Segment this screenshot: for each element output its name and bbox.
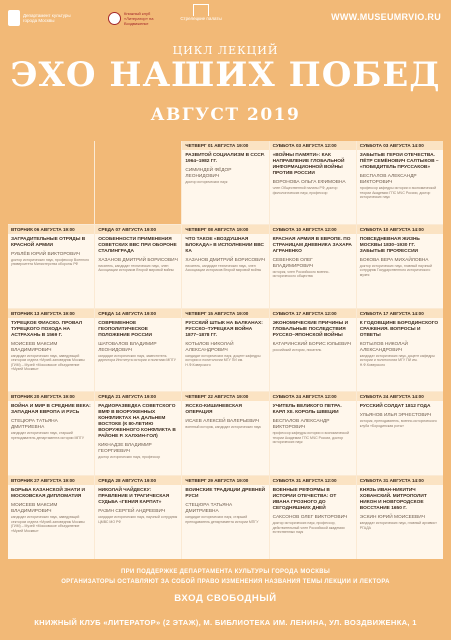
coat-of-arms-icon <box>8 10 20 26</box>
lecture-date: ВТОРНИК 27 АВГУСТА 19:00 <box>8 476 94 485</box>
lecture-title: ЯССКО-КИШИНЕВСКАЯ ОПЕРАЦИЯ <box>185 404 242 416</box>
speaker-description: историк, преподаватель, военно-исторического клуба «Бородинская роты» <box>359 419 437 428</box>
lecture-title: БОРЬБА КАЗАНСКОЙ ЗНАТИ И МОСКОВСКАЯ ДИПЛОМАТИЯ <box>11 488 85 500</box>
lecture-speaker: БОКОВА ВЕРА МИХАЙЛОВНА <box>359 257 429 263</box>
lecture-speaker: РУБЛЁВ ЮРИЙ ВИКТОРОВИЧ <box>11 251 81 257</box>
website-link[interactable]: WWW.MUSEUMRVIO.RU <box>331 12 441 22</box>
lecture-title: НИКОЛАЙ ЧАЙДЕСКУ: ПРАВЛЕНИЕ И ТРАГИЧЕСКАЯ СУДЬБА «ГЕНИЯ КАРПАТ» <box>98 488 170 506</box>
lecture-date: СУББОТА 17 АВГУСТА 14:00 <box>357 309 443 318</box>
lecture-cell <box>95 309 181 392</box>
footer-notes <box>0 567 451 587</box>
lecture-date: СУББОТА 24 АВГУСТА 12:00 <box>270 392 356 401</box>
speaker-description: писатель, кандидат технических наук, член Ассоциации историков Второй мировой войны <box>185 263 262 273</box>
speaker-description: кандидат исторических наук, главный архивист РГАДА <box>359 521 437 530</box>
lecture-cell <box>357 476 443 559</box>
lecture-date: СУББОТА 03 АВГУСТА 14:00 <box>357 141 443 150</box>
lecture-date: СУББОТА 31 АВГУСТА 14:00 <box>357 476 443 485</box>
lecture-cell <box>357 141 443 224</box>
lecture-date: ВТОРНИК 13 АВГУСТА 19:00 <box>8 309 94 318</box>
department-logo <box>8 7 78 29</box>
speaker-description: военный историк, кандидат исторических наук <box>185 425 261 430</box>
lecture-cell <box>270 141 356 224</box>
lecture-date: СУББОТА 03 АВГУСТА 12:00 <box>270 141 356 150</box>
lecture-cell <box>95 225 181 308</box>
lecture-speaker: ХАЗАНОВ ДМИТРИЙ БОРИСОВИЧ <box>185 257 266 263</box>
department-logo-text: Департамент культуры города Москвы <box>23 12 71 23</box>
lecture-speaker: КАТАРИНСКИЙ БОРИС ЮЛЬЕВИЧ <box>272 341 352 347</box>
speaker-description: кандидат исторических наук, заведующий сектором отдела «Музей-заповедник Москвы (ГИМ) – Музей «Московское объединение «Музей Москвы» <box>11 515 85 533</box>
speaker-description: член Общественной палаты РФ, доктор филологических наук, профессор <box>272 186 338 195</box>
lecture-cell <box>95 392 181 475</box>
lecture-date: СУББОТА 31 АВГУСТА 12:00 <box>270 476 356 485</box>
series-title: ЭХО НАШИХ ПОБЕД <box>10 55 441 95</box>
lecture-date: СУББОТА 24 АВГУСТА 14:00 <box>357 392 443 401</box>
speaker-description: кандидат исторических наук, заместитель директора Института истории и политики МПГУ <box>98 353 176 363</box>
lecture-date: ВТОРНИК 06 АВГУСТА 19:00 <box>8 225 94 234</box>
lecture-title: РАДИОРАЗВЕДКА СОВЕТСКОГО ВМФ В ВООРУЖЕННЫХ КОНФЛИКТАХ НА ДАЛЬНЕМ ВОСТОКЕ (К 80-ЛЕТИЮ ВООРУЖЕННОГО КОНФЛИКТА В РАЙОНЕ Р. ХАЛХИН-ГОЛ) <box>98 404 176 440</box>
lecture-speaker: РАЗИН СЕРГЕЙ АНДРЕЕВИЧ <box>98 509 166 515</box>
support-note: ПРИ ПОДДЕРЖКЕ ДЕПАРТАМЕНТА КУЛЬТУРЫ ГОРОДА МОСКВЫ <box>120 569 331 575</box>
rights-note: ОРГАНИЗАТОРЫ ОСТАВЛЯЮТ ЗА СОБОЙ ПРАВО ИЗМЕНЕНИЯ НАЗВАНИЯ ТЕМЫ ЛЕКЦИИ И ЛЕКТОРА <box>61 579 390 585</box>
lecture-speaker: БЕСПАЛОВ АЛЕКСАНДР ВИКТОРОВИЧ <box>272 419 330 431</box>
free-entry: ВХОД СВОБОДНЫЙ <box>174 593 277 604</box>
lecture-speaker: УЛЬЯНОВ ИЛЬЯ ЭРНЕСТОВИЧ <box>359 413 432 419</box>
lecture-cell <box>182 476 268 559</box>
series-month: АВГУСТ 2019 <box>150 105 301 125</box>
lecture-title: СОВРЕМЕННОЕ ГЕОПОЛИТИЧЕСКОЕ ПОЛОЖЕНИЕ РОССИИ <box>98 320 152 338</box>
lecture-speaker: КОТЫЛОВ НИКОЛАЙ АЛЕКСАНДРОВИЧ <box>185 341 234 353</box>
lecture-cell <box>270 309 356 392</box>
lecture-date: СУББОТА 10 АВГУСТА 14:00 <box>357 225 443 234</box>
lecture-speaker: СТЕЦЮРА ТАТЬЯНА ДМИТРИЕВНА <box>185 503 233 515</box>
speaker-description: историк, член Российского военно-исторического общества <box>272 269 330 279</box>
empty-cell <box>95 141 181 224</box>
lecture-speaker: МОИСЕЕВ МАКСИМ ВЛАДИМИРОВИЧ <box>11 341 58 353</box>
lecture-cell <box>8 309 94 392</box>
lecture-speaker: САКСОНОВ ОЛЕГ ВИКТОРОВИЧ <box>272 515 348 521</box>
lecture-speaker: МОИСЕЕВ МАКСИМ ВЛАДИМИРОВИЧ <box>11 503 58 515</box>
lecture-speaker: ХАЗАНОВ ДМИТРИЙ БОРИСОВИЧ <box>98 257 178 263</box>
speaker-description: писатель, кандидат технических наук, член Ассоциации историков Второй мировой войны <box>98 263 174 273</box>
speaker-description: кандидат исторических наук, доцент кафедры истории и политологии МГУ ПИ им. Н.Ф.Коверского <box>185 353 261 367</box>
lecture-speaker: КОТЫЛОВ НИКОЛАЙ АЛЕКСАНДРОВИЧ <box>359 341 408 353</box>
lecture-title: КНЯЗЬ ИВАН-НИКИТИЧ ХОВАНСКИЙ. МИТРОПОЛИТ НИКОН И НОВГОРОДСКОЕ ВОССТАНИЕ 1650 Г. <box>359 488 427 512</box>
lecture-speaker: ШАТОВАЛОВ ВЛАДИМИР ЛЕОНИДОВИЧ <box>98 341 157 353</box>
lecture-cell <box>95 476 181 559</box>
lecture-title: ВОЕННЫЕ РЕФОРМЫ В ИСТОРИИ ОТЕЧЕСТВА: ОТ ИВАНА ГРОЗНОГО ДО СЕГОДНЯШНИХ ДНЕЙ <box>272 488 337 512</box>
speaker-description: кандидат исторических наук, старший преподаватель департамента истории МПГУ <box>11 431 85 440</box>
lecture-date: ЧЕТВЕРГ 29 АВГУСТА 19:00 <box>182 476 268 485</box>
lecture-date: СУББОТА 10 АВГУСТА 12:00 <box>270 225 356 234</box>
lecture-cell <box>182 392 268 475</box>
speaker-description: кандидат исторических наук, доцент кафедры истории и политологии МГУ ПИ им. Н.Ф.Коверского <box>359 353 435 367</box>
lecture-cell <box>182 225 268 308</box>
club-logo-text: Книжный клуб «Литератор» на Воздвиженке <box>124 10 154 26</box>
club-logo <box>108 6 170 30</box>
lecture-cell <box>8 392 94 475</box>
speaker-description: доктор исторических наук, главный научный сотрудник Государственного исторического музея <box>359 263 432 277</box>
lecture-speaker: ИСАЕВ АЛЕКСЕЙ ВАЛЕРЬЕВИЧ <box>185 419 260 425</box>
lecture-speaker: СТЕЦЮРА ТАТЬЯНА ДМИТРИЕВНА <box>11 419 58 431</box>
lecture-title: ЭКОНОМИЧЕСКИЕ ПРИЧИНЫ И ГЛОБАЛЬНЫЕ ПОСЛЕДСТВИЯ РУССКО–ЯПОНСКОЙ ВОЙНЫ <box>272 320 349 338</box>
speaker-description: кандидат исторических наук, научный сотрудник ЦМВС МО РФ <box>98 515 178 524</box>
lecture-date: ВТОРНИК 20 АВГУСТА 19:00 <box>8 392 94 401</box>
lecture-title: РУССКИЙ СОЛДАТ 1812 ГОДА <box>359 404 431 410</box>
speaker-description: доктор исторических наук, профессор <box>98 455 161 460</box>
speaker-description: кандидат исторических наук, старший преподаватель департамента истории МПГУ <box>185 515 259 524</box>
lecture-speaker: КИКНАДЗЕ ВЛАДИМИР ГЕОРГИЕВИЧ <box>98 443 152 455</box>
lecture-cell <box>182 141 268 224</box>
lecture-speaker: БЕСПАЛОВ АЛЕКСАНДР ВИКТОРОВИЧ <box>359 174 417 185</box>
building-icon <box>193 4 209 16</box>
lecture-date: ЧЕТВЕРГ 01 АВГУСТА 19:00 <box>182 141 268 150</box>
lecture-title: ЗАГРАДИТЕЛЬНЫЕ ОТРЯДЫ В КРАСНОЙ АРМИИ <box>11 236 86 248</box>
lecture-speaker: ЭСКИН ЮРИЙ МОИСЕЕВИЧ <box>359 515 425 521</box>
speaker-description: российский историк, писатель <box>272 347 322 352</box>
empty-cell <box>8 141 94 224</box>
lecture-title: «ВОЙНЫ ПАМЯТИ»: КАК НАПРАВЛЕНИЕ ГЛОБАЛЬНОЙ ИНФОРМАЦИОННОЙ ВОЙНЫ ПРОТИВ РОССИИ <box>272 153 345 176</box>
streltsy-logo-text: Стрелецкие палаты <box>180 16 222 21</box>
schedule-grid <box>8 141 443 559</box>
series-label: ЦИКЛ ЛЕКЦИЙ <box>172 44 279 57</box>
speaker-description: доктор исторических наук <box>185 180 228 184</box>
lecture-cell <box>270 476 356 559</box>
lecture-title: К ГОДОВЩИНЕ БОРОДИНСКОГО СРАЖЕНИЯ. ВОПРОСЫ И ОТВЕТЫ <box>359 320 439 338</box>
lecture-speaker: СИМИНДЕЙ ФЁДОР ЛЕОНИДОВИЧ <box>185 168 232 179</box>
header <box>0 0 451 36</box>
lecture-cell <box>357 392 443 475</box>
speaker-description: профессор кафедры истории и экономической теории Академии ГПС МЧС России, доктор исторических наук <box>359 186 437 199</box>
lecture-date: СУББОТА 17 АВГУСТА 12:00 <box>270 309 356 318</box>
lecture-cell <box>270 392 356 475</box>
lecture-title: ПОВСЕДНЕВНАЯ ЖИЗНЬ МОСКВЫ 1830–1930 ГГ. ЗАБЫТЫЕ ПРОФЕССИИ <box>359 236 420 254</box>
lecture-title: ОСОБЕННОСТИ ПРИМЕНЕНИЯ СОВЕТСКИХ ВВС ПРИ ОБОРОНЕ СТАЛИНГРАДА <box>98 236 177 254</box>
lecture-date: СРЕДА 28 АВГУСТА 19:00 <box>95 476 181 485</box>
lecture-title: РУССКИЙ ШТЫК НА БАЛКАНАХ: РУССКО–ТУРЕЦКАЯ ВОЙНА 1877–1878 ГГ. <box>185 320 263 338</box>
lecture-cell <box>8 476 94 559</box>
lecture-title: ВОЙНА И МИР В СРЕДНИЕ ВЕКА: ЗАПАДНАЯ ЕВРОПА И РУСЬ <box>11 404 91 416</box>
lecture-date: ЧЕТВЕРГ 15 АВГУСТА 19:00 <box>182 309 268 318</box>
lecture-cell <box>8 225 94 308</box>
lecture-date: СРЕДА 14 АВГУСТА 19:00 <box>95 309 181 318</box>
venue-address: КНИЖНЫЙ КЛУБ «ЛИТЕРАТОР» (2 ЭТАЖ), М. БИБЛИОТЕКА ИМ. ЛЕНИНА, УЛ. ВОЗДВИЖЕНКА, 1 <box>34 618 417 627</box>
lecture-speaker: ВОРОНОВА ОЛЬГА ЕФИМОВНА <box>272 180 346 185</box>
lecture-date: ЧЕТВЕРГ 22 АВГУСТА 19:00 <box>182 392 268 401</box>
lecture-date: ЧЕТВЕРГ 08 АВГУСТА 19:00 <box>182 225 268 234</box>
streltsy-logo <box>179 4 223 32</box>
lecture-cell <box>182 309 268 392</box>
speaker-description: доктор исторических наук, профессор Военного университета Министерства обороны РФ <box>11 257 90 267</box>
lecture-title: РАЗВИТОЙ СОЦИАЛИЗМ В СССР. 1964–1982 ГГ. <box>185 153 265 164</box>
lecture-cell <box>270 225 356 308</box>
lecture-speaker: СЕВЕНКОВ ОЛЕГ ВЛАДИМИРОВИЧ <box>272 257 314 269</box>
club-emblem-icon <box>108 12 121 25</box>
lecture-title: ВОИНСКИЕ ТРАДИЦИИ ДРЕВНЕЙ РУСИ <box>185 488 266 500</box>
lecture-title: ТУРЕЦКОЕ ФИАСКО. ПРОВАЛ ТУРЕЦКОГО ПОХОДА НА АСТРАХАНЬ В 1569 Г. <box>11 320 83 338</box>
lecture-cell <box>357 225 443 308</box>
lecture-title: ЧТО ТАКОЕ «ВОЗДУШНАЯ БЛОКАДА» В ИСПОЛНЕНИИ ВВС КА <box>185 236 264 254</box>
lecture-title: ЗАБЫТЫЕ ГЕРОИ ОТЕЧЕСТВА. ПЁТР СЕМЁНОВИЧ САЛТЫКОВ – «ПОБЕДИТЕЛЬ ПРУССАКОВ» <box>359 153 439 170</box>
lecture-date: СРЕДА 21 АВГУСТА 19:00 <box>95 392 181 401</box>
lecture-date: СРЕДА 07 АВГУСТА 19:00 <box>95 225 181 234</box>
lecture-title: УЧИТЕЛЬ ВЕЛИКОГО ПЕТРА. КАРЛ XII. КОРОЛЬ ШВЕЦИИ <box>272 404 342 416</box>
lecture-cell <box>357 309 443 392</box>
lecture-title: КРАСНАЯ АРМИЯ В ЕВРОПЕ. ПО СТРАНИЦАМ ДНЕВНИКА ЗАХАРА АГРАНЕНКО <box>272 236 352 254</box>
speaker-description: кандидат исторических наук, заведующий сектором отдела «Музей-заповедник Москвы (ГИМ) – Музей «Московское объединение «Музей Москвы» <box>11 353 85 372</box>
speaker-description: доктор исторических наук, профессор, действительный член Российской академии естественных наук <box>272 521 345 535</box>
speaker-description: профессор кафедры истории и экономической теории Академии ГПС МЧС России, доктор исторических наук <box>272 431 349 445</box>
